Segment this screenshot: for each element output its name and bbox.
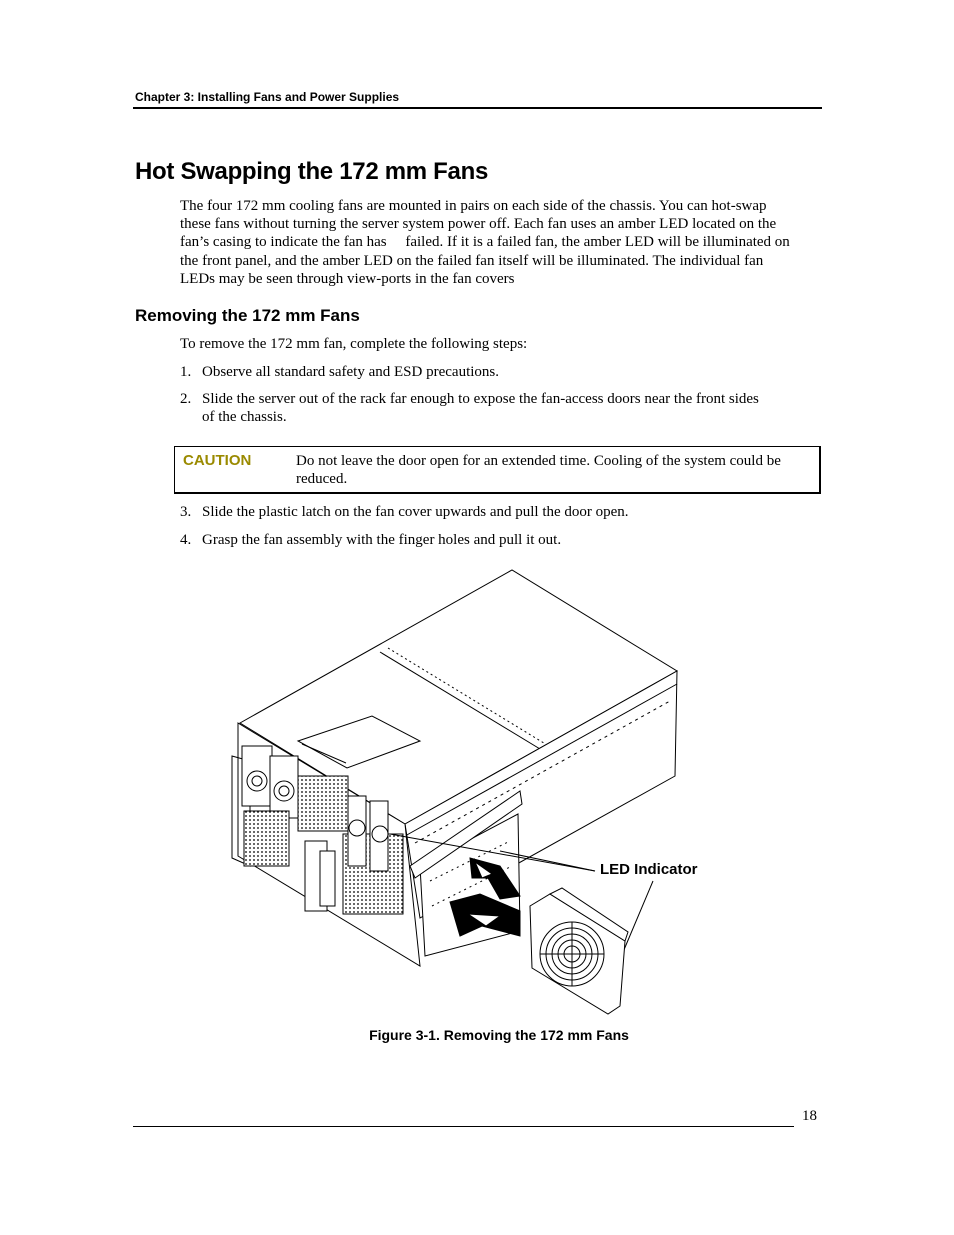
caution-line: reduced. [296,471,348,488]
header-rule [133,107,822,109]
caution-box [174,446,821,494]
paragraph-line: these fans without turning the server system power off. Each fan uses an amber LED located on the [180,216,777,233]
step-text: Observe all standard safety and ESD precautions. [202,364,499,380]
running-header: Chapter 3: Installing Fans and Power Supplies [135,90,400,104]
paragraph-line: LEDs may be seen through view-ports in the fan covers [180,270,515,287]
step-number: 1. [180,364,192,380]
step-number: 2. [180,391,192,407]
fan-removal-illustration [220,566,720,1026]
front-grille [244,811,289,866]
paragraph-line: The four 172 mm cooling fans are mounted in pairs on each side of the chassis. You can hot-swap [180,198,767,214]
step-text: of the chassis. [202,409,287,425]
led-indicator-callout: LED Indicator [600,861,698,878]
section-paragraph [180,197,825,288]
step-1 [180,363,820,383]
step-number: 4. [180,532,192,548]
page-number: 18 [802,1108,817,1124]
steps-intro: To remove the 172 mm fan, complete the following steps: [180,336,528,352]
figure-caption-text: Figure 3-1. Removing the 172 mm Fans [369,1027,629,1043]
paragraph-line: the front panel, and the amber LED on the failed fan itself will be illuminated. The individual fan [180,252,764,269]
caution-text [296,452,781,488]
footer-rule [133,1126,794,1127]
subsection-title: Removing the 172 mm Fans [135,306,360,325]
caution-label: CAUTION [183,452,252,469]
removed-fan [530,888,628,1014]
figure-caption [0,1027,954,1043]
step-text: Grasp the fan assembly with the finger holes and pull it out. [202,532,562,548]
step-text: Slide the plastic latch on the fan cover upwards and pull the door open. [202,504,629,520]
section-title: Hot Swapping the 172 mm Fans [135,158,488,185]
caution-line: Do not leave the door open for an extended time. Cooling of the system could be [296,453,781,469]
step-3 [180,503,820,523]
step-text: Slide the server out of the rack far enough to expose the fan-access doors near the front sides [202,391,759,407]
step-2 [180,390,820,430]
step-number: 3. [180,504,192,520]
paragraph-line: fan’s casing to indicate the fan has failed. If it is a failed fan, the amber LED will be illuminated on [180,234,790,251]
step-4 [180,531,820,551]
